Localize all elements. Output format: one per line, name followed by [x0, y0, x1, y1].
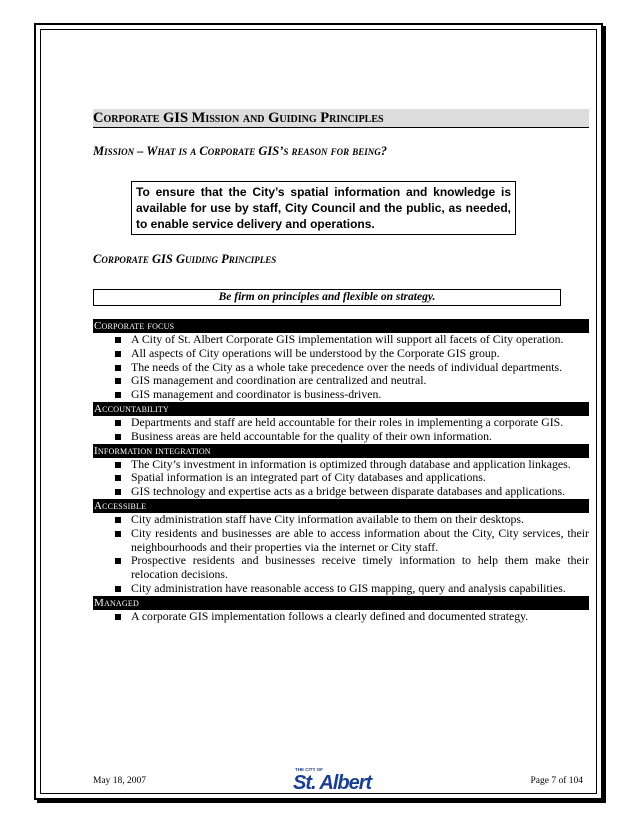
section-items [93, 458, 589, 499]
list-item [115, 347, 589, 361]
list-item [115, 458, 589, 472]
list-item [115, 388, 589, 402]
section-header: Accountability [93, 402, 589, 416]
list-item [115, 333, 589, 347]
list-item [115, 430, 589, 444]
list-item [115, 416, 589, 430]
section-items [93, 513, 589, 596]
section-header: Information integration [93, 444, 589, 458]
list-item-text: GIS technology and expertise acts as a bridge between disparate databases and applications. [131, 484, 566, 499]
square-bullet-icon [115, 392, 121, 398]
list-item-text: GIS management and coordination are centralized and neutral. [131, 373, 427, 388]
list-item-text: Prospective residents and businesses receive timely information to help them make their relocation decisions. [131, 553, 589, 582]
logo-small-text: THE CITY OF [295, 767, 323, 772]
list-item-text: City administration staff have City information available to them on their desktops. [131, 511, 524, 526]
logo-text: St. Albert [293, 772, 372, 792]
firm-principles-statement: Be firm on principles and flexible on strategy. [93, 289, 561, 306]
square-bullet-icon [115, 475, 121, 481]
st-albert-logo [289, 764, 409, 792]
list-item [115, 513, 589, 527]
section-items [93, 610, 589, 624]
list-item-text: All aspects of City operations will be understood by the Corporate GIS group. [131, 345, 500, 360]
square-bullet-icon [115, 337, 121, 343]
list-item [115, 485, 589, 499]
list-item-text: The City’s investment in information is optimized through database and application linkages. [131, 456, 571, 471]
square-bullet-icon [115, 517, 121, 523]
list-item [115, 610, 589, 624]
section-header: Managed [93, 596, 589, 610]
list-item-text: A City of St. Albert Corporate GIS implementation will support all facets of City operation. [131, 332, 564, 346]
list-item-text: The needs of the City as a whole take precedence over the needs of individual departments. [131, 359, 563, 374]
square-bullet-icon [115, 434, 121, 440]
list-item-text: City administration have reasonable access to GIS mapping, query and analysis capabilities. [131, 580, 566, 595]
list-item-text: Departments and staff are held accountable for their roles in implementing a corporate GIS. [131, 414, 564, 429]
list-item-text: GIS management and coordinator is business-driven. [131, 387, 382, 402]
square-bullet-icon [115, 378, 121, 384]
list-item [115, 527, 589, 555]
page-inner-border [40, 29, 597, 794]
section-header: Corporate focus [93, 319, 589, 333]
square-bullet-icon [115, 531, 121, 537]
footer-page-number: Page 7 of 104 [530, 776, 583, 786]
page-title: Corporate GIS Mission and Guiding Principles [93, 109, 589, 128]
list-item [115, 582, 589, 596]
list-item-text: City residents and businesses are able to access information about the City, City services, their neighbourhoods and their properties via the internet or City staff. [131, 525, 589, 554]
list-item [115, 361, 589, 375]
page-frame [34, 23, 603, 800]
page-footer [93, 764, 589, 794]
list-item [115, 554, 589, 582]
guiding-principles-list [93, 319, 589, 624]
square-bullet-icon [115, 365, 121, 371]
section-items [93, 416, 589, 444]
section-header: Accessible [93, 499, 589, 513]
square-bullet-icon [115, 462, 121, 468]
list-item [115, 374, 589, 388]
square-bullet-icon [115, 351, 121, 357]
square-bullet-icon [115, 420, 121, 426]
list-item-text: Business areas are held accountable for the quality of their own information. [131, 428, 492, 443]
section-items [93, 333, 589, 402]
footer-date: May 18, 2007 [93, 776, 147, 786]
square-bullet-icon [115, 558, 121, 564]
mission-statement-box: To ensure that the City’s spatial information and knowledge is available for use by staff, City Council and the public, as needed, to enable service delivery and operations. [131, 181, 516, 235]
square-bullet-icon [115, 614, 121, 620]
mission-heading: Mission – What is a Corporate GIS’s reason for being? [93, 144, 388, 158]
principles-heading: Corporate GIS Guiding Principles [93, 252, 277, 266]
list-item-text: Spatial information is an integrated part of City databases and applications. [131, 470, 486, 485]
list-item [115, 471, 589, 485]
square-bullet-icon [115, 586, 121, 592]
square-bullet-icon [115, 489, 121, 495]
list-item-text: A corporate GIS implementation follows a clearly defined and documented strategy. [131, 608, 529, 623]
